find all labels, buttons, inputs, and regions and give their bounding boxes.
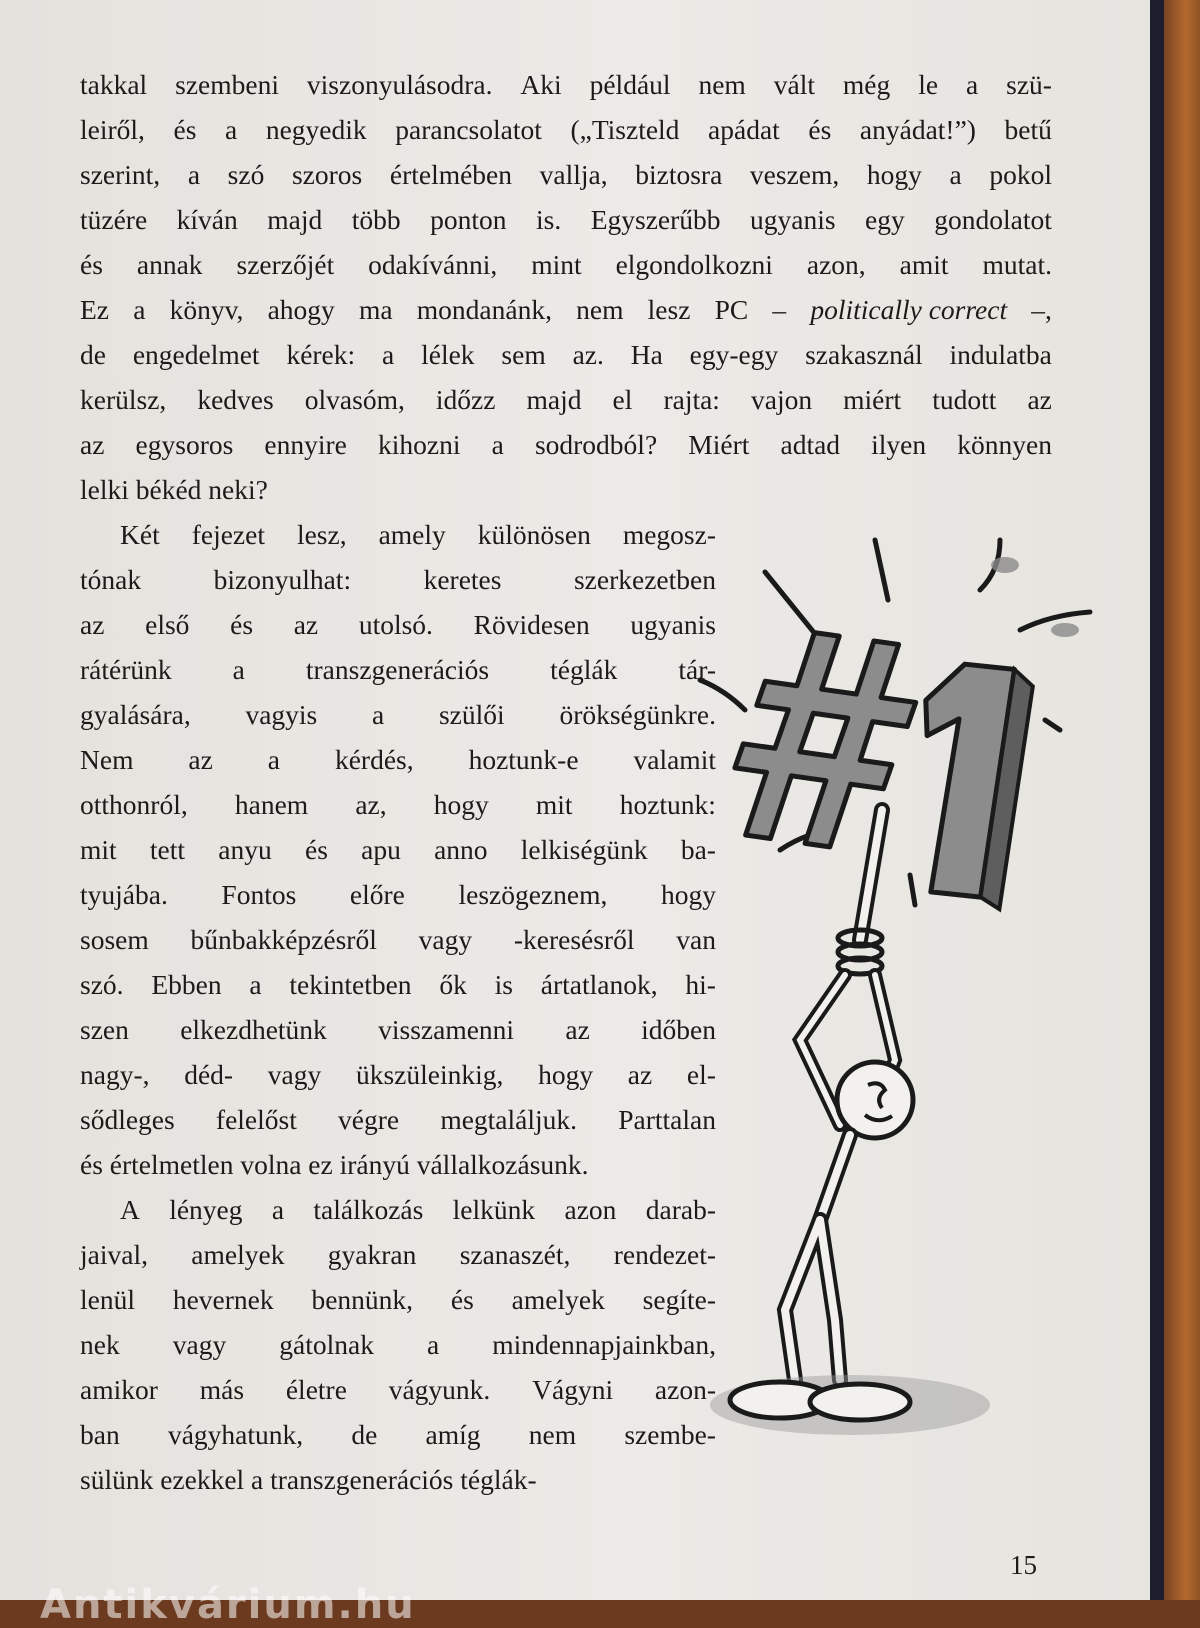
text-line: jaival, amelyek gyakran szanaszét, rendezet- <box>80 1239 716 1270</box>
text-line: sődleges felelőst végre megtaláljuk. Parttalan <box>80 1104 716 1135</box>
text-line: mit tett anyu és apu anno lelkiségünk ba- <box>80 834 716 865</box>
page-number: 15 <box>1010 1550 1037 1580</box>
text-line: Nem az a kérdés, hoztunk-e valamit <box>80 744 716 775</box>
number-one-figure-illustration <box>700 520 1120 1480</box>
text-line: szen elkezdhetünk visszamenni az időben <box>80 1014 716 1045</box>
text-line: rátérünk a transzgenerációs téglák tár- <box>80 654 716 685</box>
paragraph-1 <box>80 62 1052 512</box>
text-line: és annak szerzőjét odakívánni, mint elgondolkozni azon, amit mutat. <box>80 249 1052 280</box>
text-line: tyujába. Fontos előre leszögeznem, hogy <box>80 879 716 910</box>
text-line: szerint, a szó szoros értelmében vallja, biztosra veszem, hogy a pokol <box>80 159 1052 190</box>
book-cover-edge <box>1150 0 1164 1600</box>
text-line: de engedelmet kérek: a lélek sem az. Ha egy-egy szakasznál indulatba <box>80 339 1052 370</box>
text-line: A lényeg a találkozás lelkünk azon darab- <box>120 1194 716 1225</box>
stick-figure-holding-number-one-sign-icon <box>700 540 1090 1435</box>
text-line: lenül hevernek bennünk, és amelyek segíte- <box>80 1284 716 1315</box>
text-line: ban vágyhatunk, de amíg nem szembe- <box>80 1419 716 1450</box>
text-line: leiről, és a negyedik parancsolatot („Tiszteld apádat és anyádat!”) betű <box>80 114 1052 145</box>
text-line: sosem bűnbakképzésről vagy -keresésről van <box>80 924 716 955</box>
paragraph-2 <box>80 512 716 1187</box>
text-line: kerülsz, kedves olvasóm, időzz majd el rajta: vajon miért tudott az <box>80 384 1052 415</box>
text-line: tónak bizonyulhat: keretes szerkezetben <box>80 564 716 595</box>
text-line: szó. Ebben a tekintetben ők is ártatlanok, hi- <box>80 969 716 1000</box>
text-line: gyalására, vagyis a szülői örökségünkre. <box>80 699 716 730</box>
text-line: és értelmetlen volna ez irányú vállalkozásunk. <box>80 1149 589 1180</box>
text-line: otthonról, hanem az, hogy mit hoztunk: <box>80 789 716 820</box>
text-line: nagy-, déd- vagy ükszüleinkig, hogy az el- <box>80 1059 716 1090</box>
text-line: amikor más életre vágyunk. Vágyni azon- <box>80 1374 716 1405</box>
text-line: Ez a könyv, ahogy ma mondanánk, nem lesz PC – politically correct –, <box>80 294 1052 325</box>
text-line: az egysoros ennyire kihozni a sodrodból? Miért adtad ilyen könnyen <box>80 429 1052 460</box>
text-line: lelki békéd neki? <box>80 474 268 505</box>
table-surface <box>1164 0 1200 1600</box>
text-line: tüzére kíván majd több ponton is. Egyszerűbb ugyanis egy gondolatot <box>80 204 1052 235</box>
text-line: az első és az utolsó. Rövidesen ugyanis <box>80 609 716 640</box>
text-line: sülünk ezekkel a transzgenerációs téglák- <box>80 1464 537 1495</box>
text-line: Két fejezet lesz, amely különösen megosz- <box>120 519 716 550</box>
text-line: nek vagy gátolnak a mindennapjainkban, <box>80 1329 716 1360</box>
paragraph-3 <box>80 1187 716 1502</box>
watermark: Antikvárium.hu <box>40 1582 416 1628</box>
text-line: takkal szembeni viszonyulásodra. Aki például nem vált még le a szü- <box>80 69 1052 100</box>
